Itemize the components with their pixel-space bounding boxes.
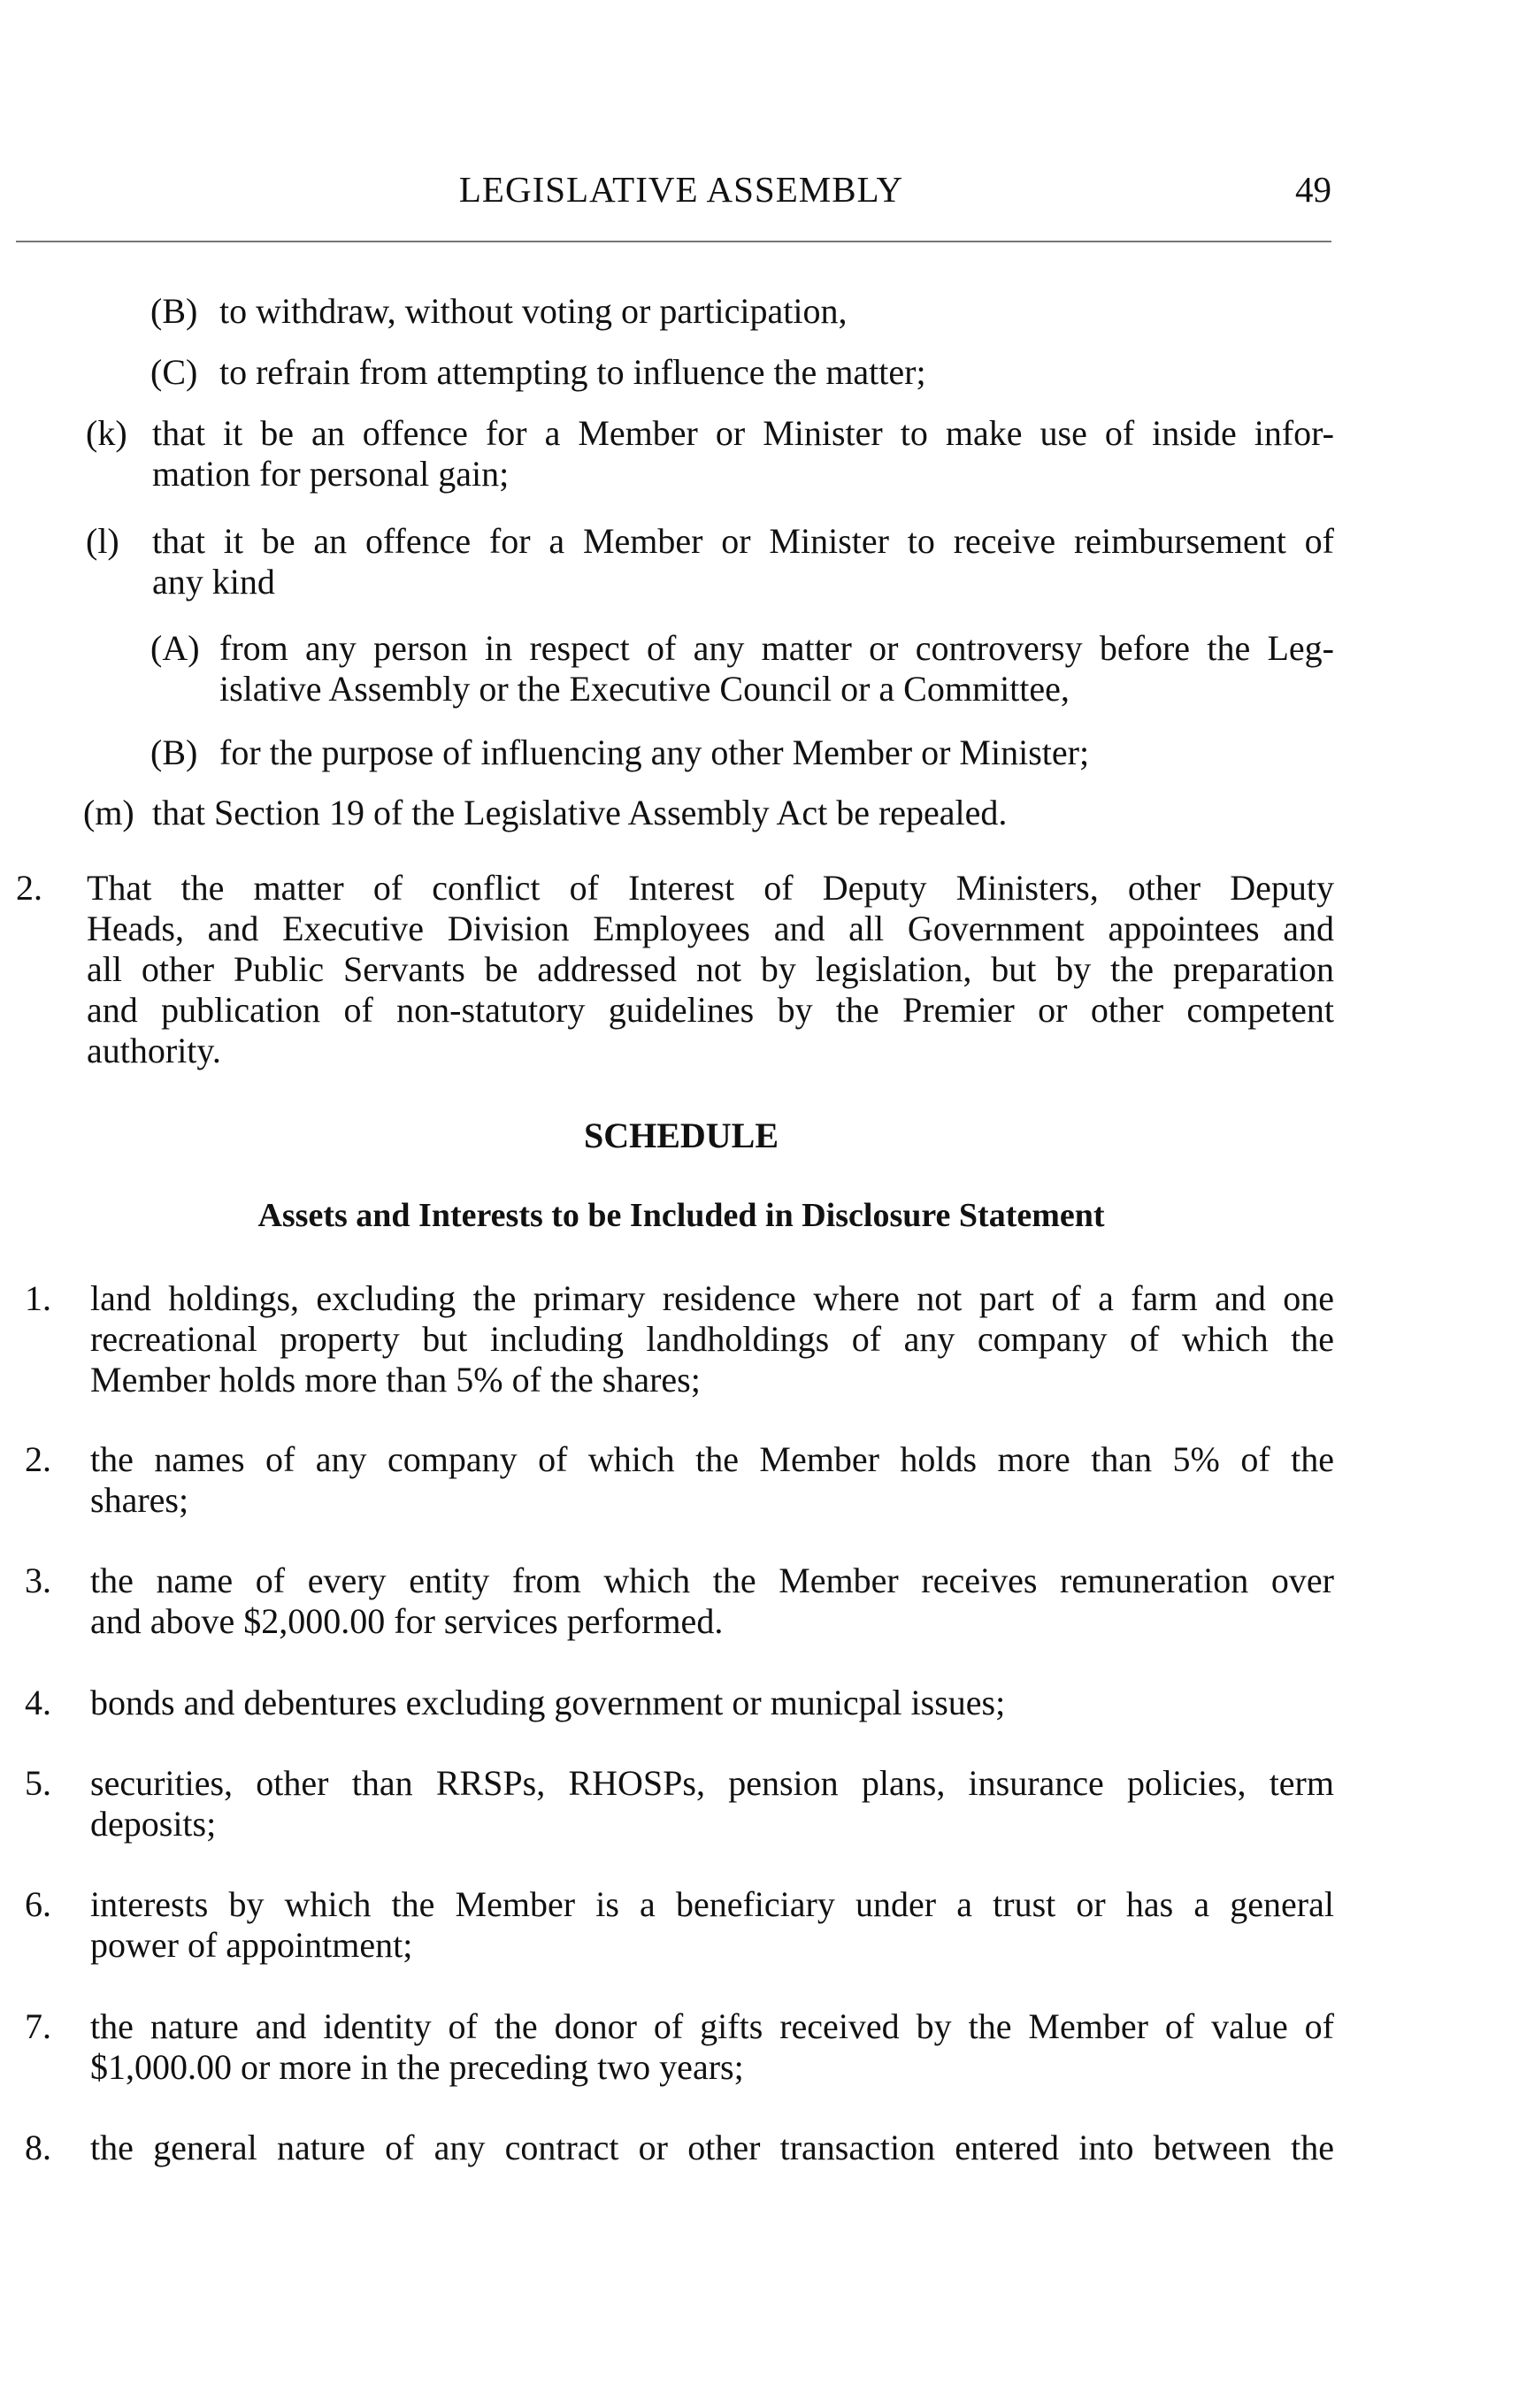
clause-l-line-2: any kind: [152, 562, 275, 602]
schedule-item-1-line-3: Member holds more than 5% of the shares;: [90, 1360, 701, 1400]
clause-k-line-1: that it be an offence for a Member or Minister to make use of inside infor-: [152, 413, 1334, 453]
schedule-item-8-line-1: the general nature of any contract or other transaction entered into between the: [90, 2128, 1334, 2167]
schedule-item-3-line-2: and above $2,000.00 for services performed.: [90, 1601, 724, 1641]
schedule-item-1-line-2: recreational property but including landholdings of any company of which the: [90, 1319, 1334, 1359]
schedule-item-number: 5.: [25, 1763, 51, 1803]
clause-m-text: that Section 19 of the Legislative Assembly Act be repealed.: [152, 793, 1008, 832]
page-number: 49: [1295, 169, 1331, 210]
sub-label-a: (A): [150, 628, 200, 668]
running-header-title: LEGISLATIVE ASSEMBLY: [458, 169, 904, 210]
schedule-item-number: 2.: [25, 1439, 51, 1479]
schedule-item-2-line-1: the names of any company of which the Member holds more than 5% of the: [90, 1439, 1334, 1479]
schedule-item-7-line-2: $1,000.00 or more in the preceding two years;: [90, 2047, 744, 2087]
schedule-item-2-line-2: shares;: [90, 1480, 189, 1520]
recommendation-line-2: Heads, and Executive Division Employees and all Government appointees and: [87, 909, 1334, 948]
clause-k-line-2: mation for personal gain;: [152, 454, 510, 494]
schedule-item-number: 7.: [25, 2006, 51, 2046]
schedule-item-1-line-1: land holdings, excluding the primary residence where not part of a farm and one: [90, 1278, 1334, 1318]
sub-a-line-1: from any person in respect of any matter or controversy before the Leg-: [219, 628, 1334, 668]
item-text-c: to refrain from attempting to influence the matter;: [219, 352, 926, 392]
schedule-subtitle: Assets and Interests to be Included in Disclosure Statement: [257, 1197, 1105, 1234]
schedule-item-number: 1.: [25, 1278, 51, 1318]
schedule-item-6-line-1: interests by which the Member is a beneficiary under a trust or has a general: [90, 1884, 1334, 1924]
schedule-item-7-line-1: the nature and identity of the donor of gifts received by the Member of value of: [90, 2006, 1334, 2046]
item-label-c: (C): [150, 352, 198, 392]
recommendation-line-4: and publication of non-statutory guidelines by the Premier or other competent: [87, 990, 1334, 1030]
clause-label-l: (l): [86, 521, 119, 561]
header-divider: [16, 241, 1331, 242]
recommendation-number: 2.: [16, 868, 42, 908]
schedule-item-4-line-1: bonds and debentures excluding government or municpal issues;: [90, 1683, 1006, 1722]
sub-b-text: for the purpose of influencing any other Member or Minister;: [219, 732, 1090, 772]
recommendation-line-5: authority.: [87, 1031, 221, 1070]
clause-label-m: (m): [83, 793, 134, 832]
schedule-item-number: 3.: [25, 1561, 51, 1600]
schedule-item-6-line-2: power of appointment;: [90, 1925, 413, 1965]
item-text-b: to withdraw, without voting or participation,: [219, 291, 848, 331]
schedule-item-number: 4.: [25, 1683, 51, 1722]
schedule-item-3-line-1: the name of every entity from which the Member receives remuneration over: [90, 1561, 1334, 1600]
item-label-b: (B): [150, 291, 198, 331]
recommendation-line-1: That the matter of conflict of Interest of Deputy Ministers, other Deputy: [87, 868, 1334, 908]
sub-a-line-2: islative Assembly or the Executive Council or a Committee,: [219, 669, 1070, 709]
clause-label-k: (k): [86, 413, 127, 453]
schedule-item-number: 8.: [25, 2128, 51, 2167]
schedule-item-number: 6.: [25, 1884, 51, 1924]
sub-label-b: (B): [150, 732, 198, 772]
schedule-title: SCHEDULE: [583, 1116, 779, 1155]
clause-l-line-1: that it be an offence for a Member or Minister to receive reimbursement of: [152, 521, 1334, 561]
schedule-item-5-line-2: deposits;: [90, 1804, 217, 1844]
recommendation-line-3: all other Public Servants be addressed not by legislation, but by the preparation: [87, 949, 1334, 989]
schedule-item-5-line-1: securities, other than RRSPs, RHOSPs, pension plans, insurance policies, term: [90, 1763, 1334, 1803]
